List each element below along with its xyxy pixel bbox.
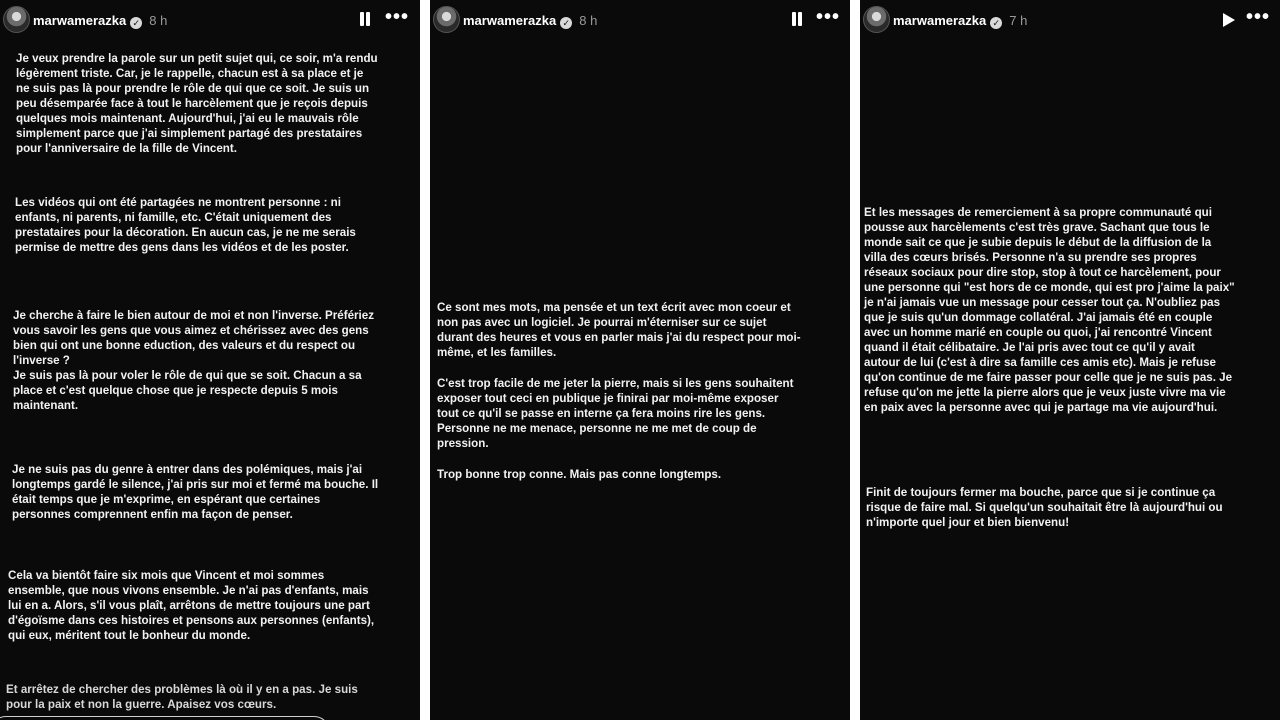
story-panel-3[interactable] [860, 0, 1280, 720]
story-text-paragraph: Les vidéos qui ont été partagées ne montrent personne : ni enfants, ni parents, ni famille, etc. C'était uniquement des prestataires pour la décoration. En aucun cas, je ne me serais permise de mettre des gens dans les vidéos et de les poster. [15, 196, 356, 254]
verified-badge-icon: ✓ [130, 17, 142, 29]
avatar[interactable] [863, 6, 890, 33]
verified-badge-icon: ✓ [560, 17, 572, 29]
pause-icon[interactable] [358, 11, 372, 27]
more-options-icon[interactable]: ••• [816, 6, 841, 28]
story-text-paragraph: Et arrêtez de chercher des problèmes là où il y en a pas. Je suis pour la paix et non la guerre. Apaisez vos cœurs. [6, 683, 358, 711]
username[interactable]: marwamerazka [33, 13, 127, 28]
story-text-paragraph: Et les messages de remerciement à sa propre communauté qui pousse aux harcèlements c'est très grave. Sachant que tous le monde sait ce que je subie depuis le début de la diffusion de la villa des cœurs brisés. Personne n'a su prendre ses propres réseaux sociaux pour dire stop, stop à tout ce harcèlement, pour une personne qui "est hors de ce monde, qui est pro j'aime la paix" je n'ai jamais vue un message pour cesser tout ça. N'oubliez pas que je suis qu'un dommage collatéral. J'ai jamais été en couple avec un homme marié en couple ou quoi, j'ai rencontré Vincent quand il était célibataire. Je l'ai pris avec tout ce qu'il y avait autour de lui (c'est à dire sa famille ces amis etc). Mais je refuse qu'on continue de me faire passer pour celle que je ne suis pas. Je refuse qu'on me jette la pierre alors que je veux juste vivre ma vie en paix avec la personne avec qui je partage ma vie aujourd'hui. [864, 206, 1235, 414]
reply-input[interactable] [0, 716, 330, 720]
verified-badge-icon: ✓ [990, 17, 1002, 29]
story-text-paragraph: Je veux prendre la parole sur un petit sujet qui, ce soir, m'a rendu légèrement triste. Car, je le rappelle, chacun est à sa place et je ne suis pas là pour prendre le rôle de qui que ce soit. Je suis un peu désemparée face à tout le harcèlement que je reçois depuis quelques mois maintenant. Aujourd'hui, j'ai eu le mauvais rôle simplement parce que j'ai simplement partagé des prestataires pour l'anniversaire de la fille de Vincent. [16, 52, 378, 155]
more-options-icon[interactable]: ••• [385, 6, 410, 28]
post-time: 7 h [1009, 13, 1028, 28]
story-text-paragraph: Cela va bientôt faire six mois que Vincent et moi sommes ensemble, que nous vivons ensemble. Je n'ai pas d'enfants, mais lui en a. Alors, s'il vous plaît, arrêtons de mettre toujours une part d'égoïsme dans ces histoires et pensons aux personnes (enfants), qui eux, méritent tout le bonheur du monde. [8, 569, 375, 642]
story-text-paragraph: Je ne suis pas du genre à entrer dans des polémiques, mais j'ai longtemps gardé le silence, j'ai pris sur moi et fermé ma bouche. Il était temps que je m'exprime, en espérant que certaines personnes comprennent enfin ma façon de penser. [12, 463, 379, 521]
story-panel-1[interactable] [0, 0, 420, 720]
post-time: 8 h [579, 13, 598, 28]
pause-icon[interactable] [790, 11, 804, 27]
post-time: 8 h [149, 13, 168, 28]
avatar[interactable] [433, 6, 460, 33]
story-text-paragraph: Trop bonne trop conne. Mais pas conne longtemps. [437, 468, 722, 481]
story-text-paragraph: Finit de toujours fermer ma bouche, parce que si je continue ça risque de faire mal. Si quelqu'un souhaitait être là aujourd'hui ou n'importe quel jour et bien bienvenu! [866, 486, 1223, 529]
story-text-paragraph: C'est trop facile de me jeter la pierre, mais si les gens souhaitent exposer tout ceci en publique je finirai par moi-même exposer tout ce qu'il se passe en interne ça fera moins rire les gens. Personne ne me menace, personne ne me met de coup de pression. [437, 377, 794, 450]
username[interactable]: marwamerazka [893, 13, 987, 28]
story-panel-2[interactable] [430, 0, 850, 720]
story-header [0, 0, 420, 40]
more-options-icon[interactable]: ••• [1246, 6, 1271, 28]
avatar[interactable] [3, 6, 30, 33]
story-header [860, 0, 1280, 40]
username[interactable]: marwamerazka [463, 13, 557, 28]
play-icon[interactable] [1223, 13, 1235, 27]
story-text-paragraph: Je cherche à faire le bien autour de moi et non l'inverse. Préfériez vous savoir les gens que vous aimez et chérissez avec des gens bien qui ont une bonne eduction, des valeurs et du respect ou l'inverse ? Je suis pas là pour voler le rôle de qui que se soit. Chacun a sa place et c'est quelque chose que je respecte depuis 5 mois maintenant. [13, 309, 375, 412]
story-text-paragraph: Ce sont mes mots, ma pensée et un text écrit avec mon coeur et non pas avec un logiciel. Je pourrai m'éterniser sur ce sujet durant des heures et vous en parler mais j'ai du respect pour moi- même, et les familles. [437, 301, 801, 359]
story-header [430, 0, 850, 40]
